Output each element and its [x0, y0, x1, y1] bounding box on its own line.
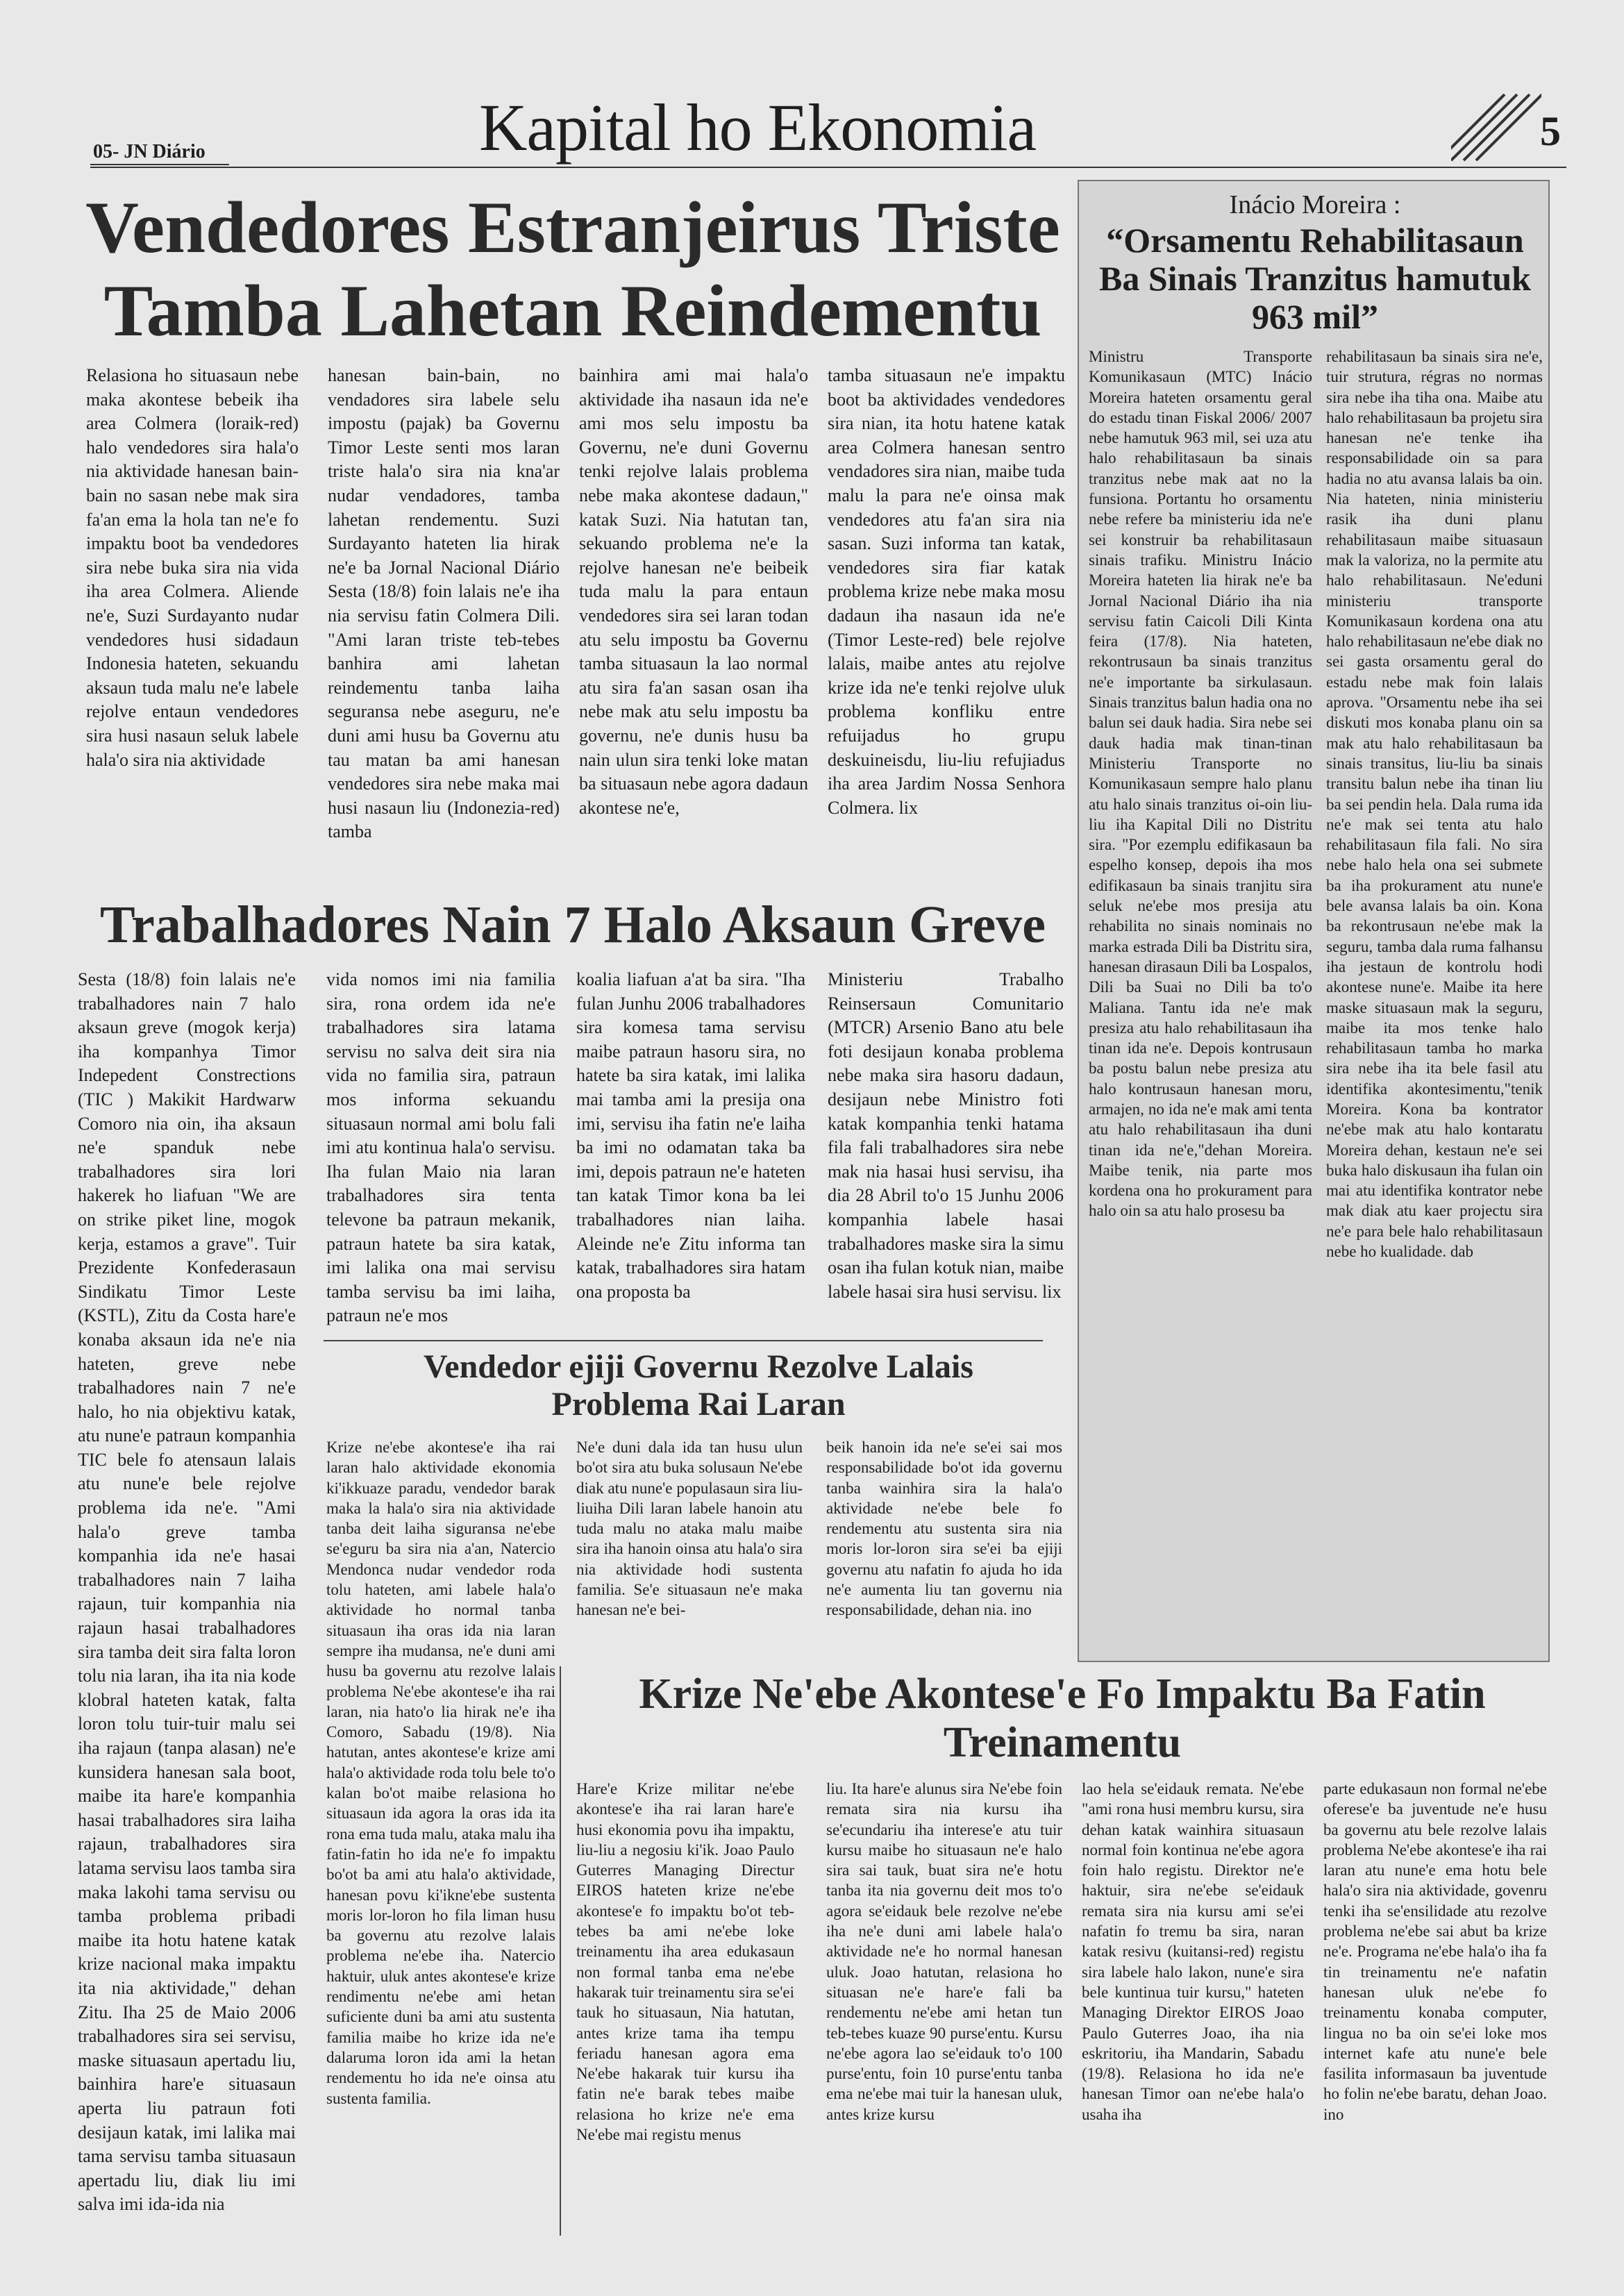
article-column: Ministeriu Trabalho Reinsersaun Comunitario (MTCR) Arsenio Bano atu bele foti desijaun konaba problema nebe maka sira hasoru dadaun, desijaun nebe Ministro foti katak kompanhia tenki hatama fila fali trabalhadores sira nebe mak nia hasai husi servisu, iha dia 28 Abril to'o 15 Junhu 2006 kompanhia labele hasai trabalhadores maske sira la simu osan iha fulan kotuk nian, maibe labele hasai sira husi servisu. lix: [828, 969, 1064, 1302]
headline-line-1: Vendedor ejiji Governu Rezolve Lalais: [424, 1348, 973, 1385]
article-column: Ne'e duni dala ida tan husu ulun bo'ot sira atu buka solusaun Ne'ebe diak atu nune'e populasaun sira liu-liuiha Dili laran labele hanoin atu tuda malu no ataka malu maibe sira iha hanoin oinsa atu hala'o sira nia aktividade hodi sustenta familia. Se'e situasaun ne'e maka hanesan ne'e bei-: [576, 1439, 803, 1619]
article-column: Relasiona ho situasaun nebe maka akontese bebeik iha area Colmera (loraik-red) halo vendedores sira hala'o nia aktividade hanesan bain-bain no sasan nebe mak sira fa'an ema la hola tan ne'e fo impaktu boot ba vendedores sira nebe buka sira nia vida iha area Colmera. Aliende ne'e, Suzi Surdayanto nudar vendedores husi sidadaun Indonesia hateten, sekuandu aksaun tuda malu ne'e labele rejolve entaun vendedores sira husi nasaun seluk labele hala'o sira nia aktividade: [86, 365, 299, 770]
sidebar-author: Inácio Moreira :: [1229, 190, 1401, 219]
headline-vendedores: [69, 186, 1076, 353]
interview-sidebar: [1078, 180, 1550, 1662]
article-column: vida nomos imi nia familia sira, rona ordem ida ne'e trabalhadores sira latama servisu no salva deit sira nia vida no familia sira, patraun mos informa sekuandu situasaun normal ami bolu fali imi atu kontinua hala'o servisu. Iha fulan Maio nia laran trabalhadores sira tenta televone ba patraun mekanik, patraun hatete ba sira katak, imi lalika ona mai servisu tamba servisu ba imi laiha, patraun ne'e mos: [326, 969, 555, 1326]
article-column: koalia liafuan a'at ba sira. "Iha fulan Junhu 2006 trabalhadores sira komesa tama servisu maibe patraun hasoru sira, no hatete ba sira katak, imi lalika mai tamba ami la presija ona imi, servisu iha fatin ne'e laiha ba imi no odamatan taka ba imi, depois patraun ne'e hateten tan katak Timor kona ba lei trabalhadores nian laiha. Aleinde ne'e Zitu informa tan katak, trabalhadores sira hatam ona proposta ba: [576, 969, 805, 1302]
article-column: Krize ne'ebe akontese'e iha rai laran halo aktividade ekonomia ki'ikkuaze paradu, vendedor barak maka la hala'o sira nia aktividade tanba deit laiha siguransa ne'ebe se'eguru ba sira nia a'an, Natercio Mendonca nudar vendedor roda tolu hateten, ami labele hala'o aktividade ho normal tanba situasaun iha oras ida nia laran sempre iha mudansa, ne'e duni ami husu ba governu atu rezolve lalais problema Ne'ebe akontese'e iha rai laran, nia hato'o lia hirak ne'e iha Comoro, Sabadu (19/8). Nia hatutan, antes akontese'e krize ami hala'o aktividade roda tolu bele to'o kalan bo'ot maibe relasiona ho situasaun ida agora la oras ida ita rona ema tuda malu, ataka malu iha fatin-fatin ho ida ne'e fo impaktu bo'ot ba ami atu hala'o aktividade, hanesan povu ki'ikne'ebe sustenta moris lor-loron ho fila liman husu ba governu atu rezolve lalais problema ne'ebe iha. Natercio haktuir, uluk antes akontese'e krize rendimentu ne'ebe ami hetan suficiente duni ba ami atu sustenta familia maibe ho krize ida ne'e dalaruma loron ida ami la hetan rendementu ho ida ne'e oinsa atu sustenta familia.: [326, 1439, 555, 2107]
article-column: Sesta (18/8) foin lalais ne'e trabalhadores nain 7 halo aksaun greve (mogok kerja) iha kompanhya Timor Indepedent Constrections (TIC ) Makikit Hardwarw Comoro nia oin, iha aksaun ne'e spanduk nebe trabalhadores sira lori hakerek ho liafuan "We are on strike piket line, mogok kerja, estamos a grave". Tuir Prezidente Konfederasaun Sindikatu Timor Leste (KSTL), Zitu da Costa hare'e konaba aksaun ida ne'e nia hateten, greve nebe trabalhadores nain 7 ne'e halo, ho nia objektivu katak, atu nune'e patraun kompanhia TIC bele fo atensaun lalais atu nune'e bele rejolve problema ida ne'e. "Ami hala'o greve tamba kompanhia ida ne'e hasai trabalhadores nain 7 laiha rajaun, tuir kompanhia nia rajaun hasai trabalhadores sira tamba deit sira falta loron tolu nia laran, iha ita nia kode klobral hateten katak, falta loron tolu tuir-tuir malu sei iha rajaun (tanpa alasan) ne'e kunsidera hanesan sala boot, maibe ita hare'e kompanhia hasai trabalhadores sira laiha rajaun, trabalhadores sira latama servisu laos tamba sira maka lakohi tama servisu ou tamba problema pribadi maibe ita hotu hatene katak krize nacional maka impaktu ita nia aktividade," dehan Zitu. Iha 25 de Maio 2006 trabalhadores sira sei servisu, maske situasaun apertadu liu, bainhira hare'e situasaun aperta liu patraun foti desijaun katak, imi lalika mai tama servisu tamba situasaun apertadu liu, diak liu imi salva imi ida-ida nia: [78, 969, 296, 2215]
headline-vendedor-ejiji: [324, 1348, 1073, 1423]
article-column: rehabilitasaun ba sinais sira ne'e, tuir strutura, régras no normas sira nebe iha tiha ona. Maibe atu halo rehabilitasaun ba projetu sira hanesan ne'e tenke iha responsabilidade oin sa para hadia no atu avansa lalais ba oin. Nia hateten, ninia ministeriu rasik iha duni planu rehabilitasaun maibe situasaun mak la valoriza, no la permite atu halo rehabilitasaun. Ne'eduni ministeriu transporte Komunikasaun kordena ona atu halo rehabilitasaun ne'ebe diak no sei gasta orsamentu geral do estadu nebe mak foin lalais aprova. "Orsamentu nebe iha sei diskuti mos konaba planu oin sa mak atu halo rehabilitasaun ba sinais transitus, liu-liu ba sinais transitu balun nebe iha tinan liu ba sei pendin hela. Dala ruma ida ne'e mak sei tenta atu halo rehabilitasaun fila fali. No sira nebe halo hela ona sei submete ba iha prokurament atu nune'e bele avansa lalais ba oin. Kona ba rekontrusaun ne'ebe mak la seguru, tamba dala ruma falhansu iha jestaun de kontrolu hodi akontese nune'e. Maibe ita here maske situasaun mak la seguru, maibe ita mos tenke halo rehabilitasaun tamba ho marka sira nebe iha ita bele fasil atu identifika akontesimentu,"tenik Moreira. Kona ba kontrator ne'ebe mak atu halo kontaratu Moreira dehan, kestaun ne'e sei buka halo diskusaun iha fulan oin mai atu identifika kontrator nebe mak diak atu kaer projectu sira ne'e para bele halo rehabilitasaun nebe ho kualidade. dab: [1326, 348, 1543, 1261]
headline-line-1: Vendedores Estranjeirus Triste: [85, 187, 1060, 268]
page-number: 5: [1540, 108, 1561, 154]
article-column: hanesan bain-bain, no vendadores sira labele selu impostu (pajak) ba Governu Timor Leste senti mos laran triste hala'o sira nia kna'ar nudar vendadores, tamba lahetan rendementu. Suzi Surdayanto hateten lia hirak ne'e ba Jornal Nacional Diário Sesta (18/8) foin lalais ne'e iha nia servisu fatin Colmera Dili. "Ami laran triste teb-tebes banhira ami lahetan reindementu tanba laiha seguransa nebe aseguru, ne'e duni ami husu ba Governu atu tau matan ba ami hanesan vendedores sira nebe maka mai husi nasaun liu (Indonezia-red) tamba: [328, 365, 560, 842]
header-rule: [90, 167, 1566, 168]
headline-krize: [576, 1670, 1548, 1767]
article-column: tamba situasaun ne'e impaktu boot ba aktividades vendedores sira nian, ita hotu hatene katak area Colmera hanesan sentro vendadores sira nian, maibe tuda malu la para ne'e oinsa mak vendedores atu fa'an sira nia sasan. Suzi informa tan katak, vendedores sira fiar katak problema krize nebe maka mosu dadaun iha nasaun ida ne'e (Timor Leste-red) bele rejolve lalais, maibe antes atu rejolve krize ida ne'e tenki rejolve uluk problema konfliku entre refuijadus ho grupu deskuineisdu, liu-liu refujiadus iha area Jardim Nossa Senhora Colmera. lix: [828, 365, 1065, 818]
headline-line-2: Tamba Lahetan Reindementu: [103, 269, 1042, 351]
section-title: Kapital ho Ekonomia: [479, 90, 1037, 165]
headline-line-2: Problema Rai Laran: [551, 1386, 846, 1423]
headline-line-2: Treinamentu: [943, 1719, 1182, 1767]
article-column: liu. Ita hare'e alunus sira Ne'ebe foin remata sira nia kursu iha se'ecundariu iha interese'e atu tuir kursu maibe ho situasaun ne'e halo sira sai tauk, buat sira ne'e hotu tanba ita nia governu deit mos to'o agora se'eidauk bele rezolve ne'ebe iha ne'e duni ami labele hala'o aktividade ne'e ho normal hanesan uluk. Joao hatutan, relasiona ho situasan ne'e hare'e fali ba rendementu ne'ebe ami hetan tun teb-tebes kuaze 90 purse'entu. Kursu ne'ebe agora lao se'eidauk to'o 100 purse'entu, foin 10 purse'entu tanba ema ne'ebe mai tuir la hanesan uluk, antes krize kursu: [826, 1780, 1062, 2123]
newspaper-folio: 05- JN Diário: [93, 141, 206, 162]
article-column: beik hanoin ida ne'e se'ei sai mos responsabilidade bo'ot ida governu tanba wainhira sira la hala'o aktividade ne'ebe bele fo rendementu atu sustenta sira nia moris lor-loron sira se'ei ba ejiji governu atu nafatin fo ajuda ho ida ne'e aumenta liu tan governu nia responsabilidade, dehan nia. ino: [826, 1439, 1062, 1619]
article-column: Hare'e Krize militar ne'ebe akontese'e iha rai laran hare'e husi ekonomia povu iha impaktu, liu-liu a negosiu ki'ik. Joao Paulo Guterres Managing Directur EIROS hateten krize ne'ebe akontese'e fo impaktu bo'ot teb-tebes ba ami ne'ebe loke treinamentu iha area edukasaun non formal tanba ema ne'ebe hakarak tuir treinamentu sira se'ei tauk ho situasaun, Nia hatutan, antes krize tama iha tempu feriadu hanesan agora ema Ne'ebe hakarak tuir kursu iha fatin ne'e barak tebes maibe relasiona ho krize ne'e ema Ne'ebe mai registu menus: [576, 1780, 794, 2144]
sidebar-headline: “Orsamentu Rehabilitasaun Ba Sinais Tranzitus hamutuk 963 mil”: [1099, 221, 1531, 336]
folio-underline: [90, 164, 229, 165]
section-divider: [324, 1340, 1043, 1341]
diagonal-lines-icon: [1451, 87, 1541, 164]
headline-line-1: Krize Ne'ebe Akontese'e Fo Impaktu Ba Fatin: [639, 1670, 1486, 1718]
column-divider: [560, 1666, 561, 2236]
article-column: parte edukasaun non formal ne'ebe oferese'e ba juventude ne'e husu ba governu atu bele rezolve lalais problema Ne'ebe akontese'e iha rai laran atu nune'e ema hotu bele hala'o sira nia aktividade, govenru tenki iha se'ensilidade atu rezolve problema ne'ebe sai abut ba krize ne'e. Programa ne'ebe hala'o iha fa tin treinamentu ne'e nafatin hanesan uluk ne'ebe fo treinamentu konaba computer, lingua no ba oin se'ei loke mos internet kafe atu nune'e bele fasilita informasaun ba juventude ho folin ne'ebe baratu, dehan Joao. ino: [1323, 1780, 1547, 2123]
article-column: bainhira ami mai hala'o aktividade iha nasaun ida ne'e ami mos selu impostu ba Governu, ne'e duni Governu tenki rejolve lalais problema nebe maka akontese dadaun," katak Suzi. Nia hatutan tan, sekuando problema ne'e la rejolve hanesan ne'e beibeik tuda malu la para entaun vendedores sira sei laran todan atu selu impostu ba Governu tamba situasaun la lao normal atu sira fa'an sasan osan iha nebe mak atu selu impostu ba governu, ne'e dunis husu ba nain ulun sira tenki loke matan ba situasaun nebe agora dadaun akontese ne'e,: [579, 365, 808, 818]
article-column: Ministru Transporte Komunikasaun (MTC) Inácio Moreira hateten orsamentu geral do estadu tinan Fiskal 2006/ 2007 nebe hamutuk 963 mil, sei uza atu halo rehabilitasaun ba sinais tranzitus nebe mak aat no la funsiona. Portantu ho orsamentu nebe refere ba ministeriu ida ne'e sei konstruir ba rehabilitasaun sinais trafiku. Ministru Inácio Moreira hateten lia hirak ne'e ba Jornal Nacional Diário iha nia servisu fatin Caicoli Dili Kinta feira (17/8). Nia hateten, rekontrusaun ba sinais tranzitus ne'e importante ba sirkulasaun. Sinais tranzitus balun hadia ona no balun sei dauk hadia. Sira nebe sei dauk hadia mak tinan-tinan Ministeriu Transporte no Komunikasaun sempre halo planu atu halo sinais tranzitus oi-oin liu-liu iha Kapital Dili no Distritu sira. "Por ezemplu edifikasaun ba espelho konsep, depois iha mos edifikasaun ba sinais tranjitu sira seluk ne'ebe mos presija atu rehabilita no sinais nominais no marka estrada Dili ba Distritu sira, hanesan dirasaun Dili ba Lospalos, Dili ba Suai no Dili ba to'o Maliana. Tantu ida ne'e mak presiza atu halo rehabilitasaun iha tinan ida ne'e. Depois kontrusaun ba postu balun nebe presiza atu halo kontrusaun hanesan moru, armajen, no ida ne'e mak ami tenta atu halo rehabilitasaun iha duni tinan ida ne'e,"dehan Moreira. Maibe tenik, nia parte mos kordena ona ho prokurament para halo oin sa atu halo prosesu ba: [1089, 348, 1312, 1220]
headline-trabalhadores: Trabalhadores Nain 7 Halo Aksaun Greve: [100, 896, 1046, 954]
article-column: lao hela se'eidauk remata. Ne'ebe "ami rona husi membru kursu, sira dehan katak wainhira situasaun normal foin kontinua ne'ebe agora foin halo registu. Direktor ne'e haktuir, sira ne'ebe se'eidauk remata sira nia kursu ami se'ei nafatin fo tremu ba sira, naran katak resivu (kuitansi-red) registu sira labele halo lakon, nune'e sira bele kuntinua tuir kursu," hateten Managing Direktor EIROS Joao Paulo Guterres Joao, iha nia eskritoriu, iha Mandarin, Sabadu (19/8). Relasiona ho ida ne'e hanesan Timor oan ne'ebe hala'o usaha iha: [1082, 1780, 1304, 2123]
